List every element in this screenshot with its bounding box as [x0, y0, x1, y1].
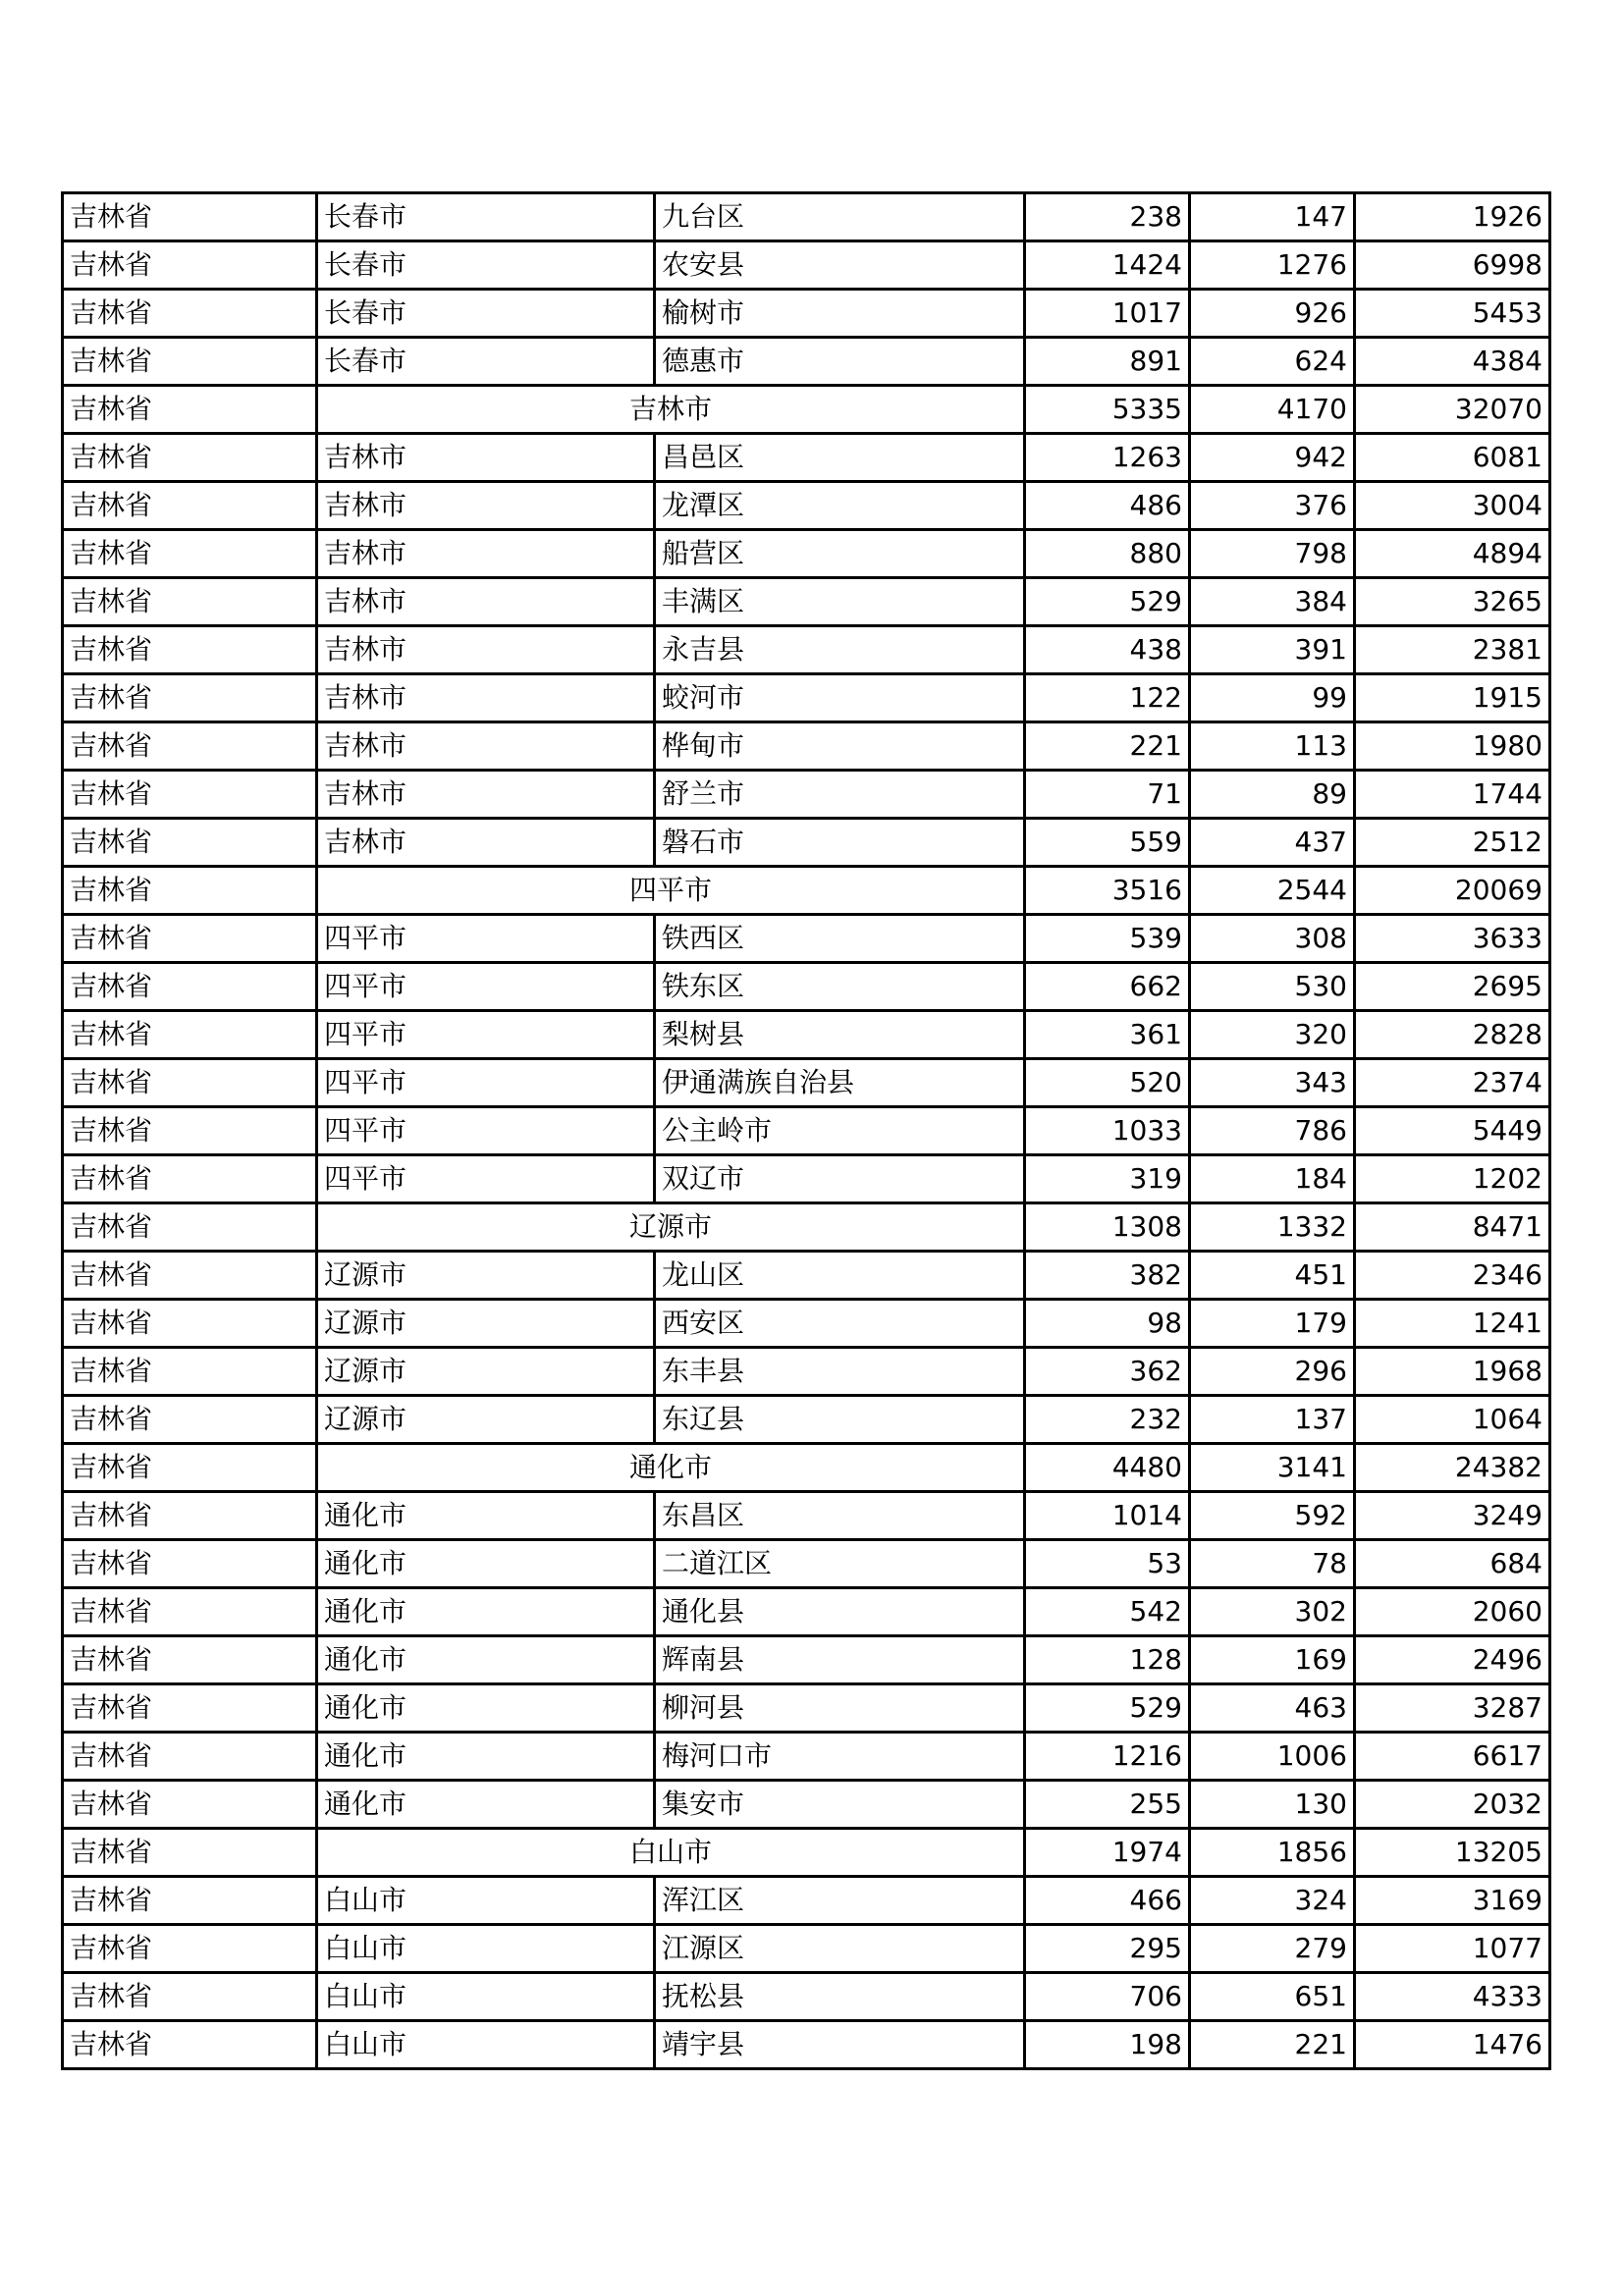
value-1-cell: 542: [1025, 1588, 1190, 1636]
county-cell: 龙山区: [655, 1252, 1025, 1300]
city-subtotal-cell: 吉林市: [317, 386, 1025, 434]
county-cell: 铁东区: [655, 963, 1025, 1011]
city-cell: 吉林市: [317, 626, 655, 674]
value-2-cell: 89: [1190, 771, 1355, 819]
city-cell: 吉林市: [317, 578, 655, 626]
province-cell: 吉林省: [63, 819, 317, 867]
county-cell: 双辽市: [655, 1155, 1025, 1203]
city-cell: 吉林市: [317, 674, 655, 722]
value-3-cell: 20069: [1355, 867, 1550, 915]
county-cell: 九台区: [655, 193, 1025, 241]
province-cell: 吉林省: [63, 963, 317, 1011]
county-cell: 梅河口市: [655, 1733, 1025, 1781]
table-row: [63, 290, 1550, 338]
value-3-cell: 1915: [1355, 674, 1550, 722]
value-2-cell: 78: [1190, 1540, 1355, 1588]
city-cell: 四平市: [317, 1155, 655, 1203]
value-3-cell: 2381: [1355, 626, 1550, 674]
table-row: [63, 1973, 1550, 2021]
city-cell: 长春市: [317, 338, 655, 386]
province-cell: 吉林省: [63, 722, 317, 771]
city-subtotal-row: [63, 1203, 1550, 1252]
city-cell: 吉林市: [317, 434, 655, 482]
city-subtotal-cell: 白山市: [317, 1829, 1025, 1877]
value-2-cell: 786: [1190, 1107, 1355, 1155]
value-3-cell: 24382: [1355, 1444, 1550, 1492]
table-row: [63, 1396, 1550, 1444]
value-2-cell: 308: [1190, 915, 1355, 963]
value-3-cell: 1077: [1355, 1925, 1550, 1973]
value-1-cell: 53: [1025, 1540, 1190, 1588]
value-3-cell: 5449: [1355, 1107, 1550, 1155]
value-3-cell: 3249: [1355, 1492, 1550, 1540]
table-row: [63, 1300, 1550, 1348]
value-3-cell: 3169: [1355, 1877, 1550, 1925]
value-2-cell: 376: [1190, 482, 1355, 530]
county-cell: 梨树县: [655, 1011, 1025, 1059]
table-row: [63, 1155, 1550, 1203]
city-cell: 通化市: [317, 1588, 655, 1636]
value-3-cell: 2032: [1355, 1781, 1550, 1829]
value-3-cell: 2496: [1355, 1636, 1550, 1684]
value-2-cell: 179: [1190, 1300, 1355, 1348]
value-2-cell: 1006: [1190, 1733, 1355, 1781]
table-row: [63, 1540, 1550, 1588]
county-cell: 伊通满族自治县: [655, 1059, 1025, 1107]
value-2-cell: 184: [1190, 1155, 1355, 1203]
city-cell: 白山市: [317, 2021, 655, 2069]
province-cell: 吉林省: [63, 338, 317, 386]
county-cell: 永吉县: [655, 626, 1025, 674]
province-cell: 吉林省: [63, 1781, 317, 1829]
province-cell: 吉林省: [63, 1300, 317, 1348]
county-cell: 浑江区: [655, 1877, 1025, 1925]
county-cell: 公主岭市: [655, 1107, 1025, 1155]
province-cell: 吉林省: [63, 674, 317, 722]
value-1-cell: 362: [1025, 1348, 1190, 1396]
table-row: [63, 1011, 1550, 1059]
table-row: [63, 578, 1550, 626]
province-cell: 吉林省: [63, 1203, 317, 1252]
value-1-cell: 1974: [1025, 1829, 1190, 1877]
city-cell: 辽源市: [317, 1252, 655, 1300]
table-row: [63, 1059, 1550, 1107]
value-1-cell: 319: [1025, 1155, 1190, 1203]
county-cell: 辉南县: [655, 1636, 1025, 1684]
county-cell: 榆树市: [655, 290, 1025, 338]
table-row: [63, 819, 1550, 867]
city-cell: 吉林市: [317, 771, 655, 819]
value-1-cell: 891: [1025, 338, 1190, 386]
value-2-cell: 221: [1190, 2021, 1355, 2069]
city-subtotal-cell: 辽源市: [317, 1203, 1025, 1252]
city-cell: 四平市: [317, 1107, 655, 1155]
value-2-cell: 1276: [1190, 241, 1355, 290]
value-2-cell: 530: [1190, 963, 1355, 1011]
province-cell: 吉林省: [63, 1684, 317, 1733]
province-cell: 吉林省: [63, 530, 317, 578]
value-3-cell: 4384: [1355, 338, 1550, 386]
table-row: [63, 915, 1550, 963]
value-2-cell: 169: [1190, 1636, 1355, 1684]
county-cell: 西安区: [655, 1300, 1025, 1348]
table-row: [63, 1107, 1550, 1155]
value-3-cell: 4894: [1355, 530, 1550, 578]
table-row: [63, 1684, 1550, 1733]
county-cell: 桦甸市: [655, 722, 1025, 771]
value-1-cell: 71: [1025, 771, 1190, 819]
county-cell: 农安县: [655, 241, 1025, 290]
table-row: [63, 626, 1550, 674]
value-2-cell: 324: [1190, 1877, 1355, 1925]
province-cell: 吉林省: [63, 1925, 317, 1973]
value-3-cell: 5453: [1355, 290, 1550, 338]
province-cell: 吉林省: [63, 915, 317, 963]
value-1-cell: 128: [1025, 1636, 1190, 1684]
province-cell: 吉林省: [63, 1540, 317, 1588]
county-cell: 集安市: [655, 1781, 1025, 1829]
value-2-cell: 1856: [1190, 1829, 1355, 1877]
value-2-cell: 130: [1190, 1781, 1355, 1829]
value-2-cell: 296: [1190, 1348, 1355, 1396]
province-cell: 吉林省: [63, 434, 317, 482]
city-cell: 吉林市: [317, 819, 655, 867]
value-3-cell: 3004: [1355, 482, 1550, 530]
value-3-cell: 4333: [1355, 1973, 1550, 2021]
value-1-cell: 559: [1025, 819, 1190, 867]
county-cell: 柳河县: [655, 1684, 1025, 1733]
value-1-cell: 1424: [1025, 241, 1190, 290]
city-cell: 通化市: [317, 1636, 655, 1684]
value-2-cell: 624: [1190, 338, 1355, 386]
table-row: [63, 1588, 1550, 1636]
province-cell: 吉林省: [63, 1107, 317, 1155]
table-row: [63, 1636, 1550, 1684]
value-3-cell: 2346: [1355, 1252, 1550, 1300]
value-2-cell: 320: [1190, 1011, 1355, 1059]
value-1-cell: 662: [1025, 963, 1190, 1011]
table-row: [63, 1252, 1550, 1300]
value-3-cell: 8471: [1355, 1203, 1550, 1252]
value-2-cell: 592: [1190, 1492, 1355, 1540]
province-cell: 吉林省: [63, 193, 317, 241]
city-cell: 辽源市: [317, 1300, 655, 1348]
province-cell: 吉林省: [63, 1636, 317, 1684]
city-subtotal-cell: 四平市: [317, 867, 1025, 915]
value-3-cell: 3633: [1355, 915, 1550, 963]
county-cell: 通化县: [655, 1588, 1025, 1636]
province-cell: 吉林省: [63, 1011, 317, 1059]
province-cell: 吉林省: [63, 1733, 317, 1781]
value-3-cell: 2060: [1355, 1588, 1550, 1636]
value-2-cell: 302: [1190, 1588, 1355, 1636]
value-1-cell: 295: [1025, 1925, 1190, 1973]
value-1-cell: 486: [1025, 482, 1190, 530]
value-3-cell: 684: [1355, 1540, 1550, 1588]
value-2-cell: 113: [1190, 722, 1355, 771]
city-cell: 辽源市: [317, 1396, 655, 1444]
province-cell: 吉林省: [63, 290, 317, 338]
value-3-cell: 3287: [1355, 1684, 1550, 1733]
table-row: [63, 434, 1550, 482]
province-cell: 吉林省: [63, 1877, 317, 1925]
value-3-cell: 1241: [1355, 1300, 1550, 1348]
province-cell: 吉林省: [63, 1059, 317, 1107]
province-cell: 吉林省: [63, 482, 317, 530]
value-1-cell: 880: [1025, 530, 1190, 578]
value-2-cell: 99: [1190, 674, 1355, 722]
value-3-cell: 1926: [1355, 193, 1550, 241]
city-cell: 吉林市: [317, 482, 655, 530]
value-2-cell: 651: [1190, 1973, 1355, 2021]
city-cell: 通化市: [317, 1492, 655, 1540]
city-cell: 辽源市: [317, 1348, 655, 1396]
value-2-cell: 343: [1190, 1059, 1355, 1107]
table-row: [63, 482, 1550, 530]
value-1-cell: 1216: [1025, 1733, 1190, 1781]
county-cell: 龙潭区: [655, 482, 1025, 530]
value-2-cell: 1332: [1190, 1203, 1355, 1252]
county-cell: 东丰县: [655, 1348, 1025, 1396]
value-3-cell: 1968: [1355, 1348, 1550, 1396]
city-cell: 白山市: [317, 1973, 655, 2021]
province-cell: 吉林省: [63, 1829, 317, 1877]
value-1-cell: 361: [1025, 1011, 1190, 1059]
value-2-cell: 4170: [1190, 386, 1355, 434]
city-cell: 长春市: [317, 241, 655, 290]
value-1-cell: 520: [1025, 1059, 1190, 1107]
table-row: [63, 1925, 1550, 1973]
value-3-cell: 3265: [1355, 578, 1550, 626]
value-3-cell: 2512: [1355, 819, 1550, 867]
table-row: [63, 241, 1550, 290]
county-cell: 舒兰市: [655, 771, 1025, 819]
table-row: [63, 1733, 1550, 1781]
province-cell: 吉林省: [63, 1396, 317, 1444]
value-1-cell: 1308: [1025, 1203, 1190, 1252]
table-row: [63, 674, 1550, 722]
value-2-cell: 384: [1190, 578, 1355, 626]
province-cell: 吉林省: [63, 771, 317, 819]
statistics-table: [61, 191, 1551, 2070]
province-cell: 吉林省: [63, 2021, 317, 2069]
county-cell: 江源区: [655, 1925, 1025, 1973]
province-cell: 吉林省: [63, 1444, 317, 1492]
value-1-cell: 238: [1025, 193, 1190, 241]
value-3-cell: 13205: [1355, 1829, 1550, 1877]
city-cell: 通化市: [317, 1733, 655, 1781]
value-1-cell: 706: [1025, 1973, 1190, 2021]
table-row: [63, 722, 1550, 771]
table-row: [63, 2021, 1550, 2069]
county-cell: 丰满区: [655, 578, 1025, 626]
province-cell: 吉林省: [63, 241, 317, 290]
county-cell: 昌邑区: [655, 434, 1025, 482]
value-1-cell: 529: [1025, 1684, 1190, 1733]
city-subtotal-cell: 通化市: [317, 1444, 1025, 1492]
table-row: [63, 771, 1550, 819]
city-cell: 白山市: [317, 1877, 655, 1925]
value-2-cell: 391: [1190, 626, 1355, 674]
value-1-cell: 98: [1025, 1300, 1190, 1348]
county-cell: 二道江区: [655, 1540, 1025, 1588]
value-3-cell: 2828: [1355, 1011, 1550, 1059]
table-row: [63, 338, 1550, 386]
city-cell: 吉林市: [317, 530, 655, 578]
province-cell: 吉林省: [63, 578, 317, 626]
value-3-cell: 1980: [1355, 722, 1550, 771]
county-cell: 东辽县: [655, 1396, 1025, 1444]
value-1-cell: 466: [1025, 1877, 1190, 1925]
province-cell: 吉林省: [63, 1348, 317, 1396]
city-cell: 白山市: [317, 1925, 655, 1973]
value-1-cell: 1014: [1025, 1492, 1190, 1540]
value-1-cell: 5335: [1025, 386, 1190, 434]
province-cell: 吉林省: [63, 1588, 317, 1636]
county-cell: 抚松县: [655, 1973, 1025, 2021]
city-subtotal-row: [63, 867, 1550, 915]
county-cell: 蛟河市: [655, 674, 1025, 722]
county-cell: 船营区: [655, 530, 1025, 578]
table-row: [63, 193, 1550, 241]
province-cell: 吉林省: [63, 1973, 317, 2021]
value-2-cell: 137: [1190, 1396, 1355, 1444]
table-row: [63, 1781, 1550, 1829]
county-cell: 铁西区: [655, 915, 1025, 963]
table-row: [63, 1492, 1550, 1540]
value-2-cell: 3141: [1190, 1444, 1355, 1492]
value-1-cell: 529: [1025, 578, 1190, 626]
city-subtotal-row: [63, 1444, 1550, 1492]
value-3-cell: 2695: [1355, 963, 1550, 1011]
province-cell: 吉林省: [63, 1492, 317, 1540]
value-3-cell: 1202: [1355, 1155, 1550, 1203]
value-1-cell: 438: [1025, 626, 1190, 674]
province-cell: 吉林省: [63, 1155, 317, 1203]
value-2-cell: 279: [1190, 1925, 1355, 1973]
value-2-cell: 147: [1190, 193, 1355, 241]
city-cell: 通化市: [317, 1781, 655, 1829]
value-1-cell: 1017: [1025, 290, 1190, 338]
value-2-cell: 798: [1190, 530, 1355, 578]
value-1-cell: 3516: [1025, 867, 1190, 915]
value-3-cell: 32070: [1355, 386, 1550, 434]
value-1-cell: 221: [1025, 722, 1190, 771]
value-3-cell: 2374: [1355, 1059, 1550, 1107]
city-cell: 四平市: [317, 963, 655, 1011]
table-row: [63, 1877, 1550, 1925]
value-3-cell: 1476: [1355, 2021, 1550, 2069]
value-2-cell: 926: [1190, 290, 1355, 338]
value-1-cell: 232: [1025, 1396, 1190, 1444]
value-1-cell: 122: [1025, 674, 1190, 722]
value-2-cell: 451: [1190, 1252, 1355, 1300]
table-row: [63, 963, 1550, 1011]
county-cell: 东昌区: [655, 1492, 1025, 1540]
city-subtotal-row: [63, 386, 1550, 434]
city-cell: 通化市: [317, 1540, 655, 1588]
city-cell: 吉林市: [317, 722, 655, 771]
city-cell: 长春市: [317, 290, 655, 338]
value-1-cell: 198: [1025, 2021, 1190, 2069]
province-cell: 吉林省: [63, 626, 317, 674]
value-2-cell: 463: [1190, 1684, 1355, 1733]
value-3-cell: 6998: [1355, 241, 1550, 290]
value-1-cell: 255: [1025, 1781, 1190, 1829]
value-2-cell: 437: [1190, 819, 1355, 867]
value-3-cell: 1744: [1355, 771, 1550, 819]
value-2-cell: 2544: [1190, 867, 1355, 915]
value-3-cell: 1064: [1355, 1396, 1550, 1444]
county-cell: 磐石市: [655, 819, 1025, 867]
value-1-cell: 1033: [1025, 1107, 1190, 1155]
city-cell: 长春市: [317, 193, 655, 241]
province-cell: 吉林省: [63, 386, 317, 434]
city-cell: 四平市: [317, 1011, 655, 1059]
value-1-cell: 382: [1025, 1252, 1190, 1300]
table-body: [63, 193, 1550, 2069]
county-cell: 靖宇县: [655, 2021, 1025, 2069]
value-3-cell: 6617: [1355, 1733, 1550, 1781]
city-cell: 通化市: [317, 1684, 655, 1733]
value-1-cell: 4480: [1025, 1444, 1190, 1492]
city-cell: 四平市: [317, 1059, 655, 1107]
county-cell: 德惠市: [655, 338, 1025, 386]
value-2-cell: 942: [1190, 434, 1355, 482]
city-subtotal-row: [63, 1829, 1550, 1877]
province-cell: 吉林省: [63, 1252, 317, 1300]
table-row: [63, 530, 1550, 578]
table-row: [63, 1348, 1550, 1396]
value-1-cell: 1263: [1025, 434, 1190, 482]
province-cell: 吉林省: [63, 867, 317, 915]
city-cell: 四平市: [317, 915, 655, 963]
value-1-cell: 539: [1025, 915, 1190, 963]
value-3-cell: 6081: [1355, 434, 1550, 482]
